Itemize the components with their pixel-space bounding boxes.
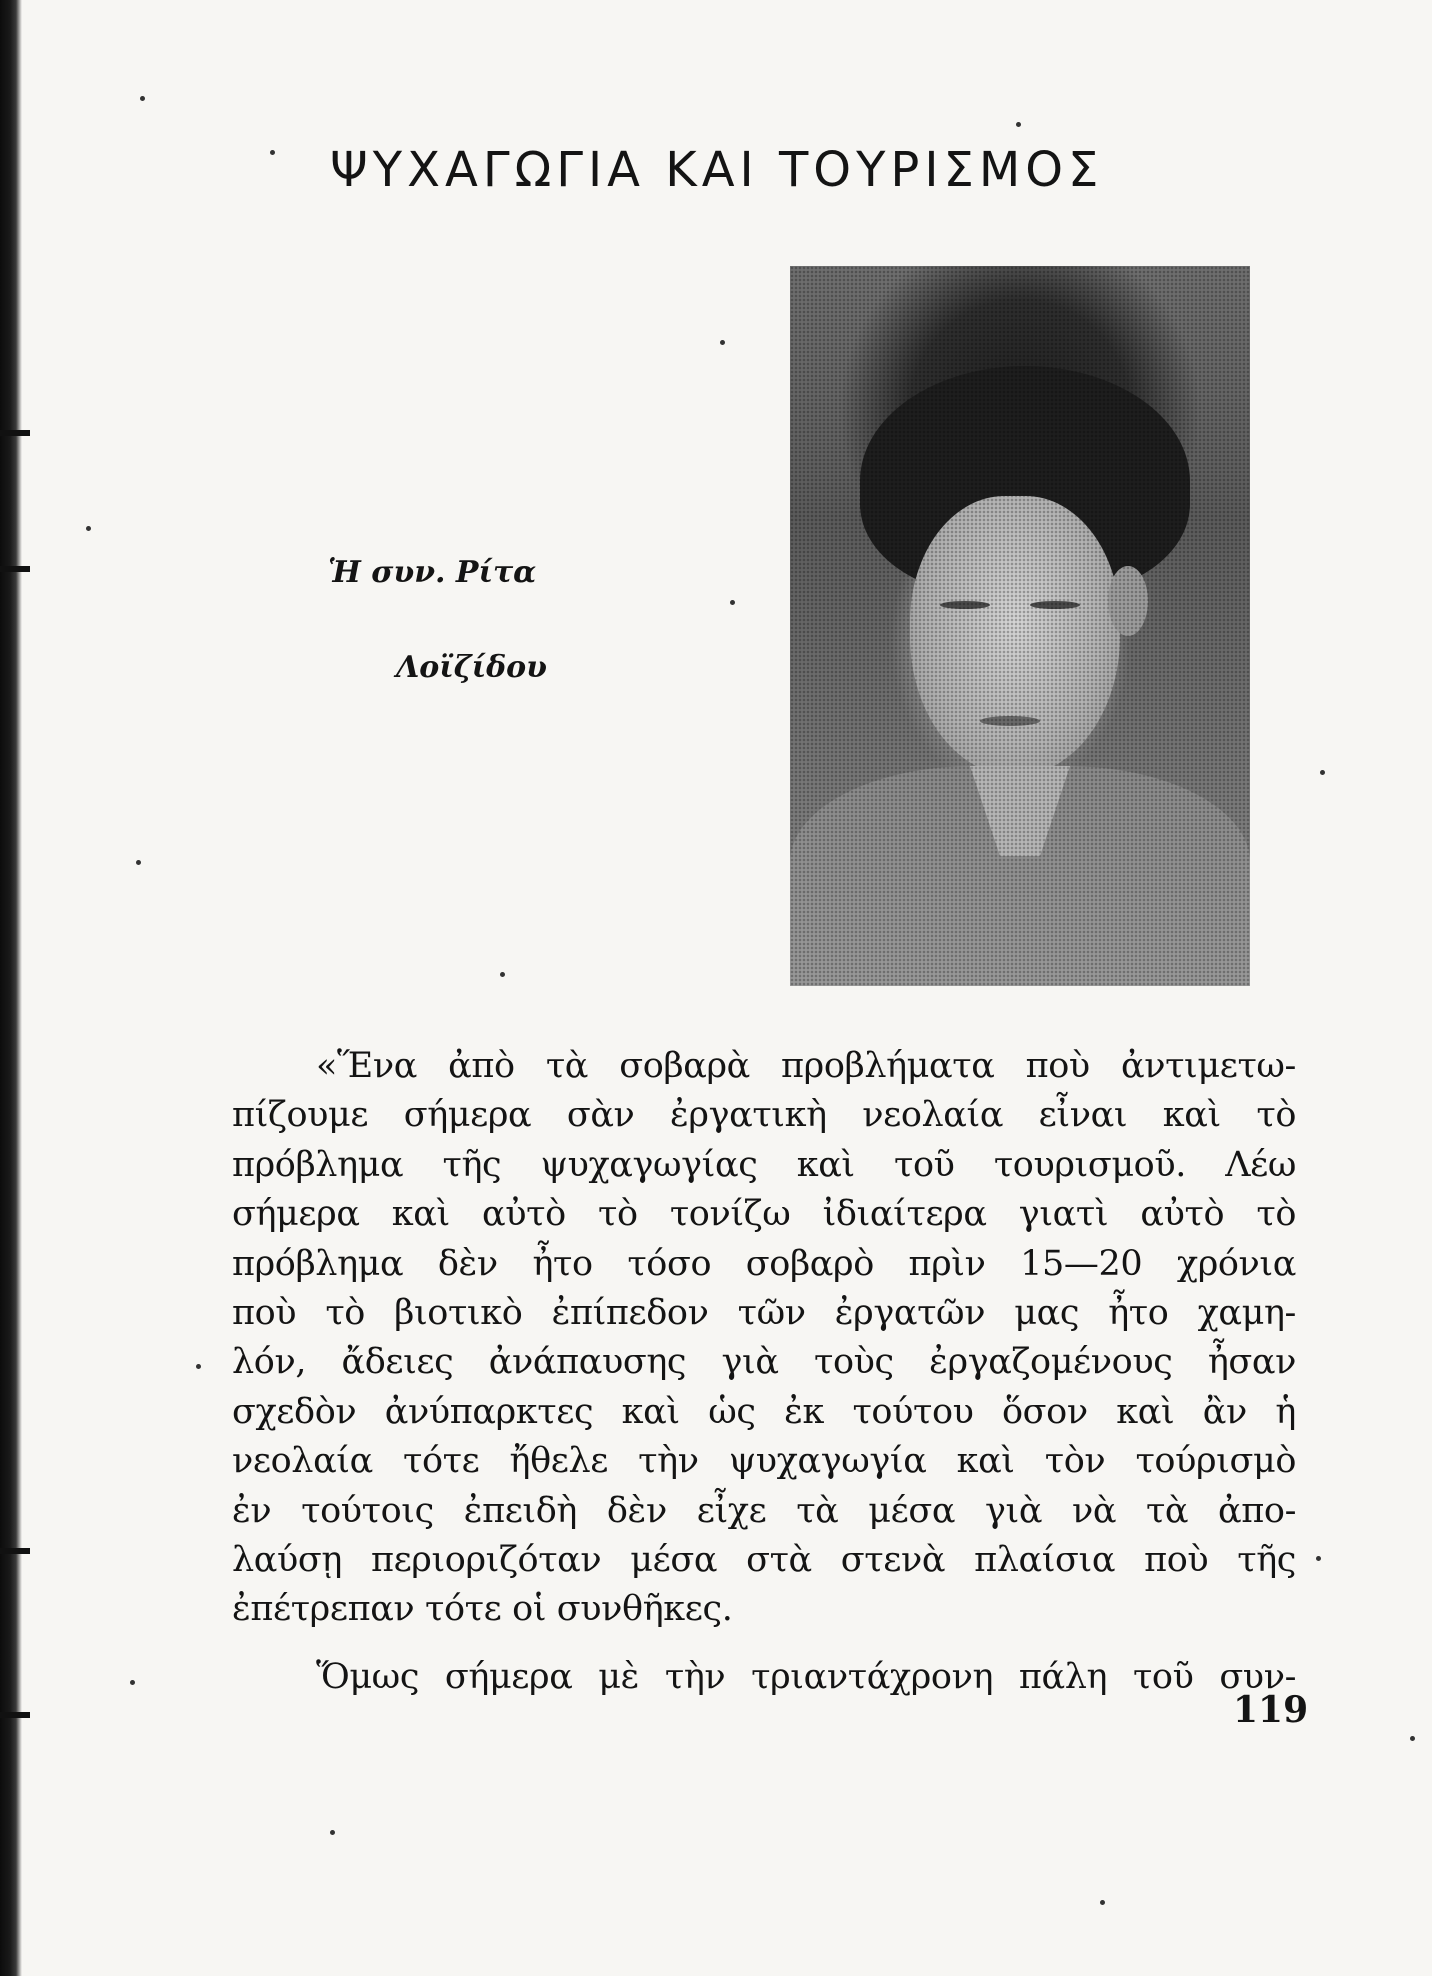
body-line: Ὅμως σήμερα μὲ τὴν τριαντάχρονη πάλη τοῦ συν-: [316, 1656, 1296, 1697]
body-line: λαύσῃ περιοριζόταν μέσα στὰ στενὰ πλαίσια ποὺ τῆς: [232, 1539, 1296, 1580]
scan-speck: [130, 1680, 135, 1685]
edge-notch: [0, 1548, 30, 1554]
portrait-photo: [790, 266, 1250, 986]
binding-edge: [0, 0, 22, 1976]
photo-shoulders: [790, 766, 1250, 986]
scan-speck: [1100, 1900, 1105, 1905]
scan-speck: [86, 526, 91, 531]
page-number: 119: [1233, 1689, 1309, 1731]
body-line: λόν, ἄδειες ἀνάπαυσης γιὰ τοὺς ἐργαζομένους ἦσαν: [232, 1342, 1296, 1383]
body-line: ἐν τούτοις ἐπειδὴ δὲν εἶχε τὰ μέσα γιὰ νὰ τὰ ἀπο-: [232, 1490, 1296, 1531]
photo-ear: [1108, 566, 1148, 636]
paragraph-gap: [232, 1635, 1296, 1653]
photo-mouth: [980, 716, 1040, 726]
body-line: ποὺ τὸ βιοτικὸ ἐπίπεδον τῶν ἐργατῶν μας ἦτο χαμη-: [232, 1292, 1296, 1333]
scan-speck: [140, 96, 145, 101]
photo-eye: [940, 601, 990, 609]
body-line: σήμερα καὶ αὐτὸ τὸ τονίζω ἰδιαίτερα γιατὶ αὐτὸ τὸ: [232, 1194, 1296, 1235]
scan-speck: [720, 340, 725, 345]
photo-face: [910, 496, 1120, 776]
photo-hair: [860, 366, 1190, 596]
body-line: πίζουμε σήμερα σὰν ἐργατικὴ νεολαία εἶναι καὶ τὸ: [232, 1095, 1296, 1136]
scan-speck: [330, 1830, 335, 1835]
body-line: πρόβλημα δὲν ἦτο τόσο σοβαρὸ πρὶν 15—20 χρόνια: [232, 1243, 1296, 1284]
scan-speck: [270, 150, 275, 155]
body-line: «Ἕνα ἀπὸ τὰ σοβαρὰ προβλήματα ποὺ ἀντιμετω-: [316, 1046, 1296, 1086]
photo-caption-line-2: Λοϊζίδου: [396, 650, 547, 685]
page-heading: ΨΥΧΑΓΩΓΙΑ ΚΑΙ ΤΟΥΡΙΣΜΟΣ: [330, 142, 1104, 198]
photo-caption-line-1: Ἡ συν. Ρίτα: [328, 555, 537, 590]
body-line: σχεδὸν ἀνύπαρκτες καὶ ὡς ἐκ τούτου ὅσον καὶ ἂν ἡ: [232, 1391, 1296, 1432]
scan-speck: [196, 1364, 201, 1369]
edge-notch: [0, 430, 30, 436]
body-line: νεολαία τότε ἤθελε τὴν ψυχαγωγία καὶ τὸν τούρισμὸ: [232, 1441, 1296, 1482]
article-body: [232, 1042, 1296, 1702]
scan-speck: [1316, 1556, 1321, 1561]
scan-speck: [1016, 122, 1021, 127]
scan-speck: [136, 860, 141, 865]
body-line: πρόβλημα τῆς ψυχαγωγίας καὶ τοῦ τουρισμοῦ. Λέω: [232, 1144, 1296, 1185]
edge-notch: [0, 1712, 30, 1718]
photo-collar: [970, 766, 1070, 856]
scan-speck: [500, 972, 505, 977]
body-line: ἐπέτρεπαν τότε οἱ συνθῆκες.: [232, 1589, 733, 1630]
scan-speck: [730, 600, 735, 605]
edge-notch: [0, 566, 30, 572]
scan-speck: [1410, 1736, 1415, 1741]
photo-eye: [1030, 601, 1080, 609]
scan-speck: [1320, 770, 1325, 775]
